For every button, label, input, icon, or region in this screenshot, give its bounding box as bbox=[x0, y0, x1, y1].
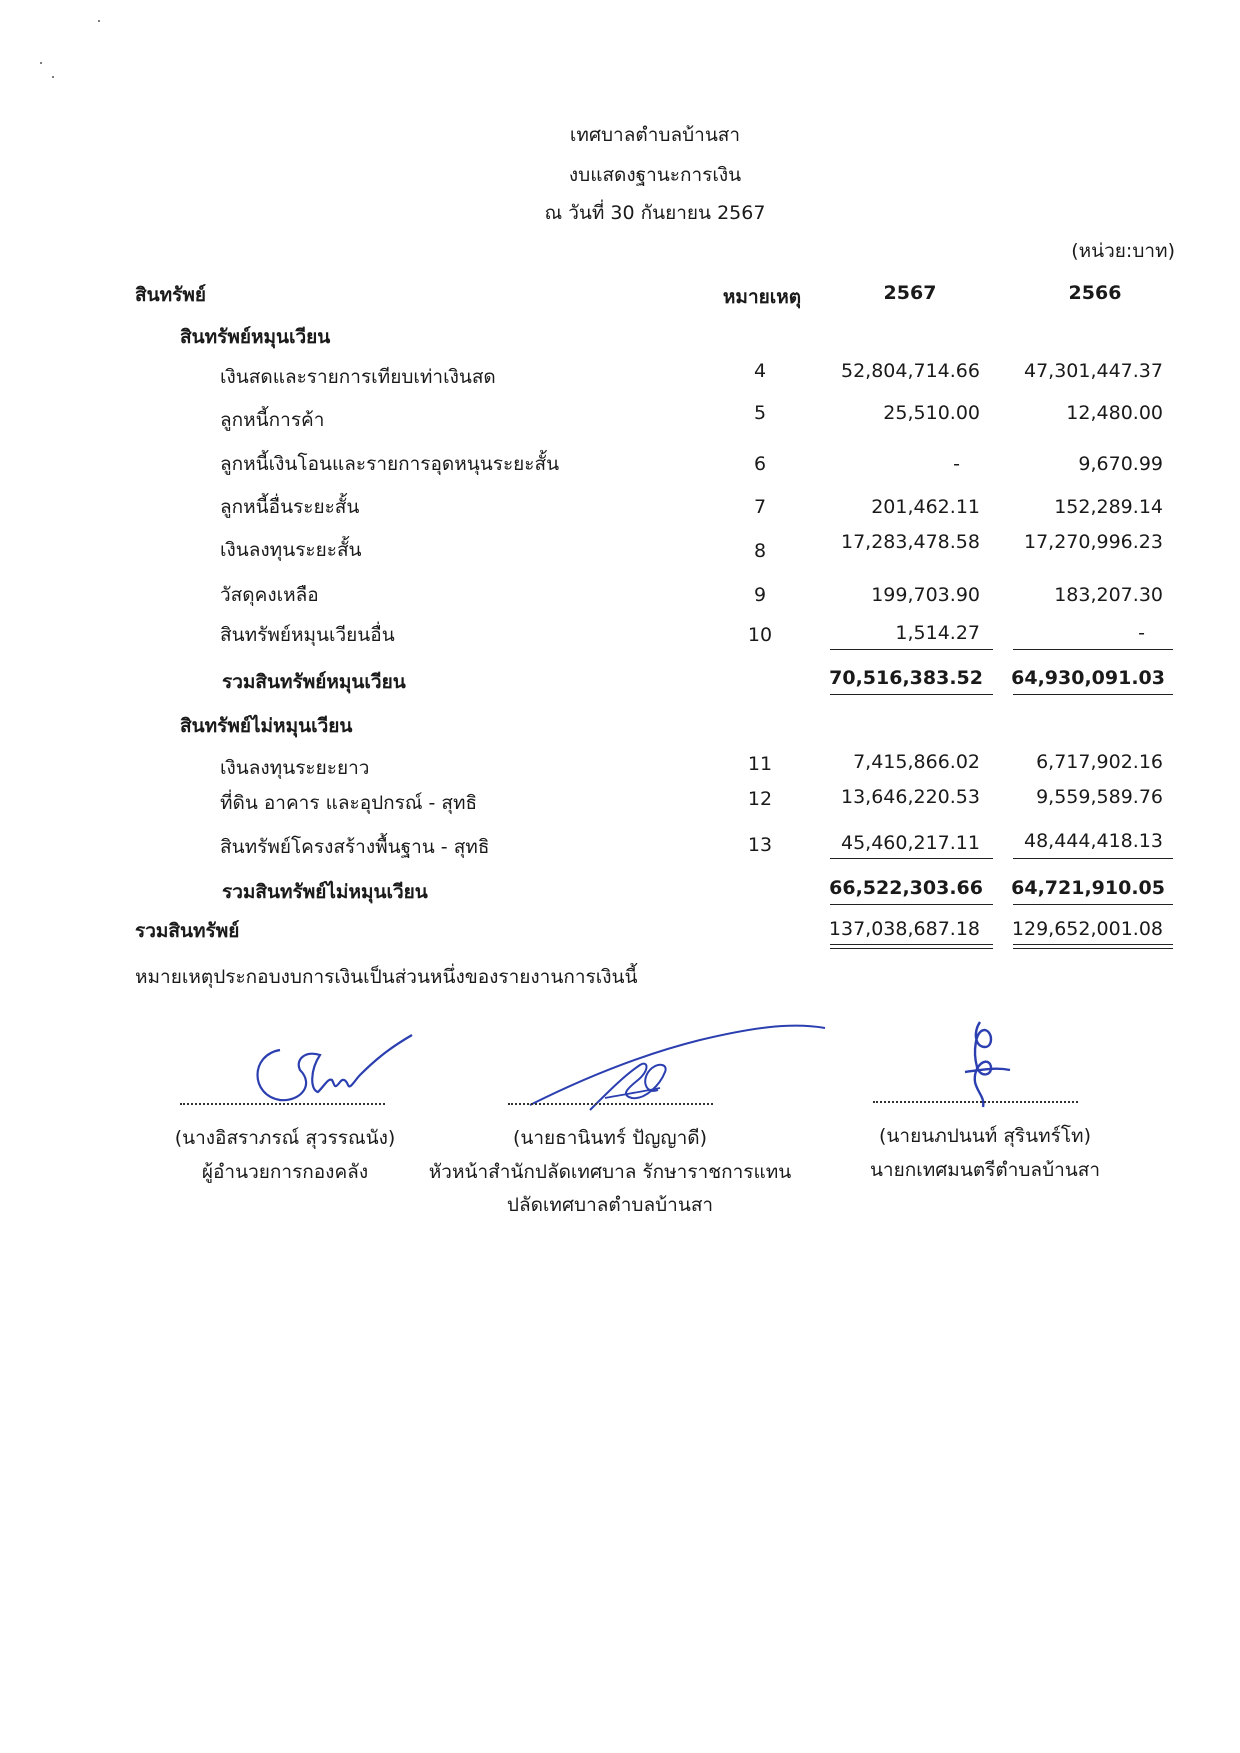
scan-speck bbox=[98, 20, 100, 22]
footnote: หมายเหตุประกอบงบการเงินเป็นส่วนหนึ่งของรายงานการเงินนี้ bbox=[135, 966, 638, 988]
row-note: 4 bbox=[753, 360, 767, 382]
signature-line-2 bbox=[508, 1103, 713, 1105]
signatory-2-title-line2: ปลัดเทศบาลตำบลบ้านสา bbox=[506, 1194, 714, 1216]
row-label: เงินสดและรายการเทียบเท่าเงินสด bbox=[220, 366, 496, 388]
row-label: เงินลงทุนระยะสั้น bbox=[220, 539, 362, 561]
row-label: ลูกหนี้เงินโอนและรายการอุดหนุนระยะสั้น bbox=[220, 453, 560, 475]
row-label: สินทรัพย์หมุนเวียนอื่น bbox=[220, 624, 395, 646]
subtotal-rule-2567 bbox=[830, 858, 993, 859]
row-label: ลูกหนี้อื่นระยะสั้น bbox=[220, 496, 360, 518]
double-rule-2567 bbox=[830, 944, 993, 949]
row-note: 12 bbox=[747, 788, 773, 810]
row-note: 8 bbox=[753, 540, 767, 562]
double-rule-2566 bbox=[1013, 944, 1173, 949]
unit-label: (หน่วย:บาท) bbox=[1071, 240, 1175, 262]
row-value-2566: 6,717,902.16 bbox=[1036, 751, 1163, 773]
current-total-2566: 64,930,091.03 bbox=[1011, 667, 1165, 689]
signature-line-3 bbox=[873, 1101, 1078, 1103]
current-total-2567: 70,516,383.52 bbox=[829, 667, 983, 689]
subtotal-rule-2566 bbox=[1013, 858, 1173, 859]
row-value-2566: 48,444,418.13 bbox=[1023, 830, 1163, 852]
signatory-1-title: ผู้อำนวยการกองคลัง bbox=[201, 1161, 369, 1183]
current-assets-heading: สินทรัพย์หมุนเวียน bbox=[180, 326, 331, 348]
row-label: วัสดุคงเหลือ bbox=[220, 584, 319, 606]
signatory-2-name: (นายธานินทร์ ปัญญาดี) bbox=[512, 1127, 708, 1149]
row-value-2567: 1,514.27 bbox=[895, 622, 980, 644]
row-value-2567: 45,460,217.11 bbox=[840, 832, 980, 854]
row-value-2566: 183,207.30 bbox=[1054, 584, 1163, 606]
row-value-2567: 13,646,220.53 bbox=[840, 786, 980, 808]
signature-line-1 bbox=[180, 1103, 385, 1105]
scan-speck bbox=[52, 76, 54, 78]
row-value-2567: 17,283,478.58 bbox=[840, 531, 980, 553]
scan-speck bbox=[40, 62, 42, 64]
row-value-2566: - bbox=[1138, 622, 1145, 644]
row-note: 6 bbox=[753, 453, 767, 475]
grand-total-2566: 129,652,001.08 bbox=[1011, 918, 1163, 940]
row-label: ลูกหนี้การค้า bbox=[220, 409, 325, 431]
signature-1 bbox=[240, 1030, 420, 1110]
subtotal-rule-2567 bbox=[830, 649, 993, 650]
signatory-3-name: (นายนภปนนท์ สุรินทร์โท) bbox=[879, 1125, 1091, 1147]
row-note: 9 bbox=[753, 584, 767, 606]
signatory-2-title: หัวหน้าสำนักปลัดเทศบาล รักษาราชการแทน bbox=[428, 1161, 792, 1183]
row-value-2567: - bbox=[953, 453, 960, 475]
total-rule-2566 bbox=[1013, 904, 1173, 905]
row-value-2566: 17,270,996.23 bbox=[1023, 531, 1163, 553]
row-value-2566: 12,480.00 bbox=[1066, 402, 1163, 424]
row-note: 7 bbox=[753, 496, 767, 518]
noncurrent-total-2567: 66,522,303.66 bbox=[829, 877, 983, 899]
row-value-2566: 9,559,589.76 bbox=[1036, 786, 1163, 808]
row-note: 5 bbox=[753, 402, 767, 424]
row-value-2567: 7,415,866.02 bbox=[853, 751, 980, 773]
row-note: 10 bbox=[747, 624, 773, 646]
row-label: สินทรัพย์โครงสร้างพื้นฐาน - สุทธิ bbox=[220, 836, 490, 858]
year-2567-header: 2567 bbox=[883, 282, 937, 304]
noncurrent-total-2566: 64,721,910.05 bbox=[1011, 877, 1165, 899]
org-name: เทศบาลตำบลบ้านสา bbox=[569, 124, 741, 146]
subtotal-rule-2566 bbox=[1013, 649, 1173, 650]
row-note: 13 bbox=[747, 834, 773, 856]
row-value-2566: 47,301,447.37 bbox=[1023, 360, 1163, 382]
year-2566-header: 2566 bbox=[1068, 282, 1122, 304]
noncurrent-assets-heading: สินทรัพย์ไม่หมุนเวียน bbox=[180, 715, 353, 737]
statement-date: ณ วันที่ 30 กันยายน 2567 bbox=[544, 202, 766, 224]
noncurrent-total-label: รวมสินทรัพย์ไม่หมุนเวียน bbox=[222, 881, 428, 903]
row-value-2567: 52,804,714.66 bbox=[840, 360, 980, 382]
row-label: ที่ดิน อาคาร และอุปกรณ์ - สุทธิ bbox=[220, 792, 478, 814]
current-total-label: รวมสินทรัพย์หมุนเวียน bbox=[222, 671, 406, 693]
note-column-header: หมายเหตุ bbox=[722, 286, 802, 308]
grand-total-2567: 137,038,687.18 bbox=[828, 918, 980, 940]
assets-heading: สินทรัพย์ bbox=[135, 284, 206, 306]
row-value-2567: 25,510.00 bbox=[883, 402, 980, 424]
signatory-3-title: นายกเทศมนตรีตำบลบ้านสา bbox=[869, 1159, 1101, 1181]
grand-total-label: รวมสินทรัพย์ bbox=[135, 920, 240, 942]
total-rule-2567 bbox=[830, 904, 993, 905]
row-value-2566: 9,670.99 bbox=[1078, 453, 1163, 475]
row-label: เงินลงทุนระยะยาว bbox=[220, 757, 370, 779]
total-rule-2567 bbox=[830, 694, 993, 695]
row-value-2567: 201,462.11 bbox=[871, 496, 980, 518]
signature-3 bbox=[945, 1012, 1025, 1122]
row-note: 11 bbox=[747, 753, 773, 775]
total-rule-2566 bbox=[1013, 694, 1173, 695]
signatory-1-name: (นางอิสราภรณ์ สุวรรณนัง) bbox=[174, 1127, 396, 1149]
statement-title: งบแสดงฐานะการเงิน bbox=[568, 164, 742, 186]
row-value-2567: 199,703.90 bbox=[871, 584, 980, 606]
row-value-2566: 152,289.14 bbox=[1054, 496, 1163, 518]
